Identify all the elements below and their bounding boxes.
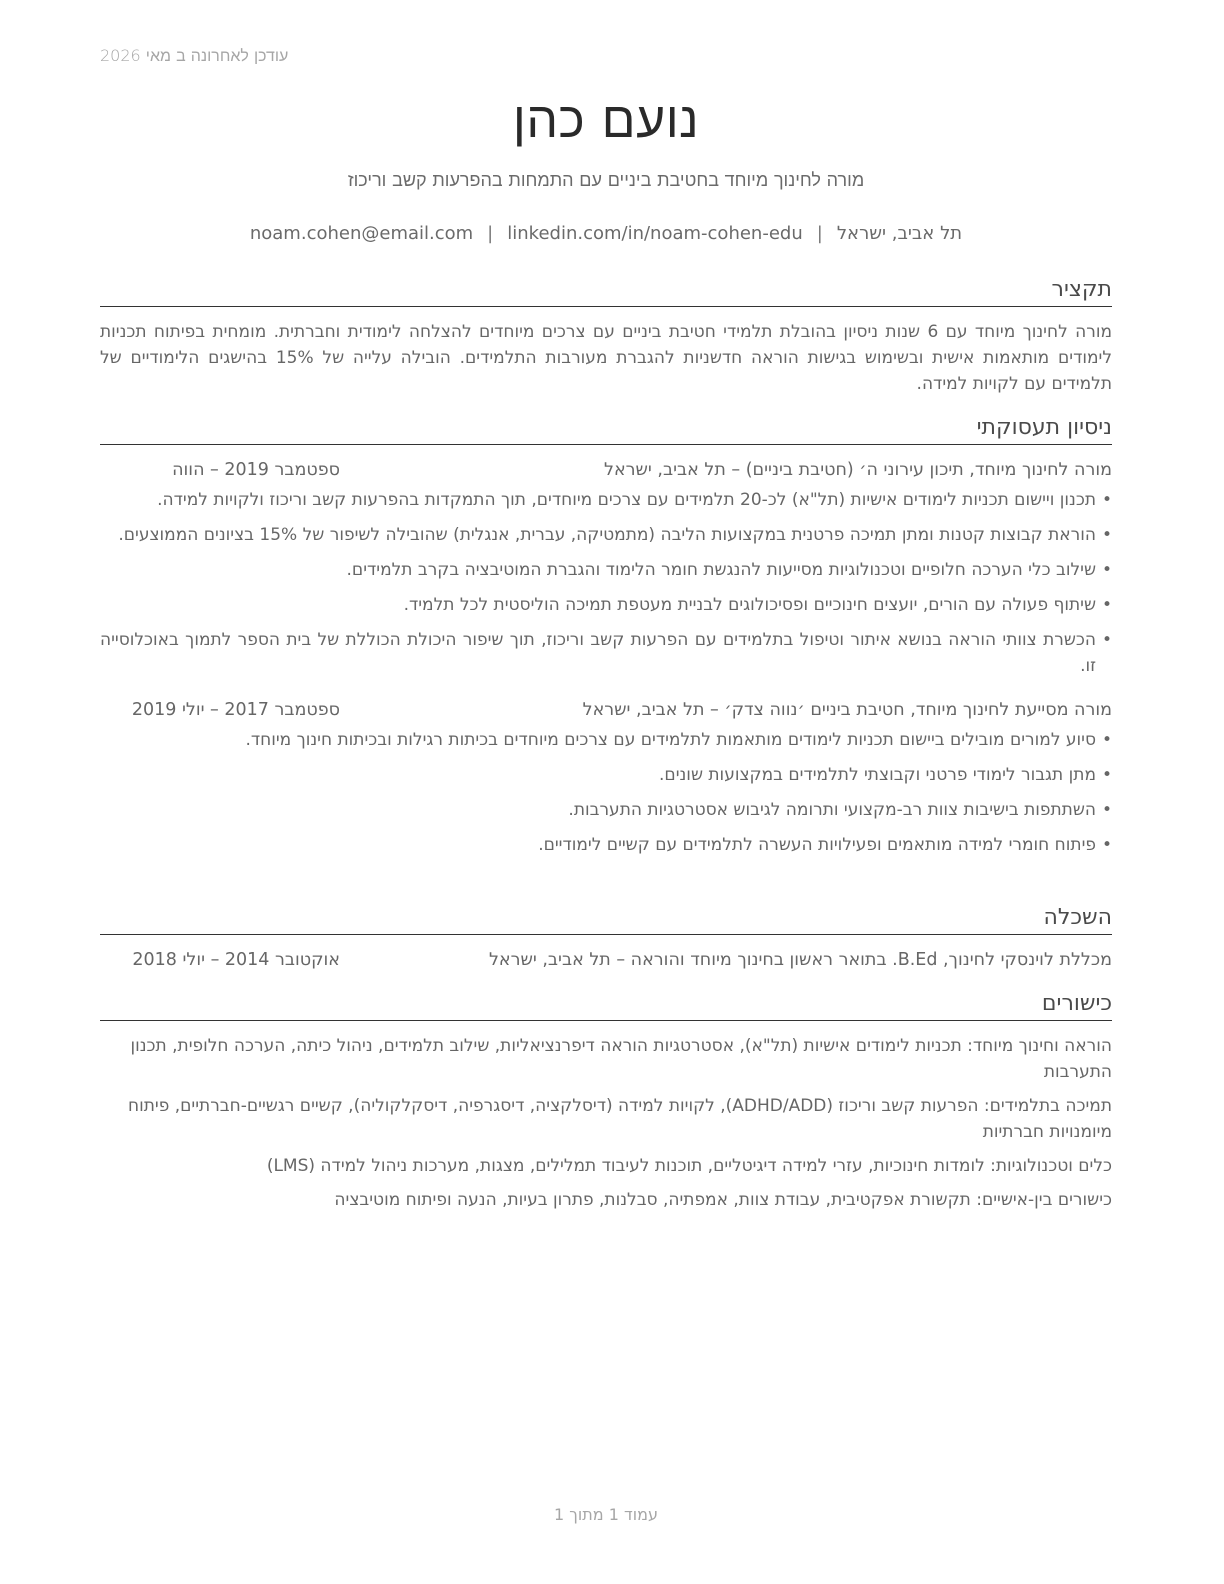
- job-role: מורה מסייעת לחינוך מיוחד, חטיבת ביניים ׳נווה צדק׳ – תל אביב, ישראל: [582, 700, 1112, 720]
- education-title: השכלה: [100, 904, 1112, 935]
- education-section: [100, 904, 1112, 973]
- job-entry: [100, 457, 1112, 679]
- job-bullet: • מתן תגבור לימודי פרטני וקבוצתי לתלמידים במקצועות שונים.: [100, 762, 1112, 788]
- education-entry: [100, 947, 1112, 973]
- page-number: עמוד 1 מתוך 1: [554, 1505, 658, 1524]
- experience-title: ניסיון תעסוקתי: [100, 414, 1112, 445]
- job-bullet: • שיתוף פעולה עם הורים, יועצים חינוכיים ופסיכולוגים לבניית מעטפת תמיכה הוליסטית לכל תלמיד.: [100, 592, 1112, 618]
- job-role: מורה לחינוך מיוחד, תיכון עירוני ה׳ (חטיבת ביניים) – תל אביב, ישראל: [604, 460, 1112, 480]
- contact-separator: |: [816, 223, 823, 244]
- job-bullet: • הוראת קבוצות קטנות ומתן תמיכה פרטנית במקצועות הליבה (מתמטיקה, עברית, אנגלית) שהובילה לשיפור של 15% בציונים הממוצעים.: [100, 522, 1112, 548]
- job-header: [100, 457, 1112, 483]
- contact-location: תל אביב, ישראל: [836, 223, 963, 244]
- education-dates: אוקטובר 2014 – יולי 2018: [132, 950, 340, 970]
- job-bullet: • סיוע למורים מובילים ביישום תכניות לימודים מותאמות לתלמידים עם צרכים מיוחדים בכיתות רגילות ובכיתות חינוך מיוחד.: [100, 727, 1112, 753]
- resume-page: [100, 0, 1112, 1584]
- skill-item: הוראה וחינוך מיוחד: תכניות לימודים אישיות (תל"א), אסטרטגיות הוראה דיפרנציאליות, שילוב תלמידים, ניהול כיתה, הערכה חלופית, תכנון התערבות: [130, 1036, 1112, 1082]
- experience-section: [100, 414, 1112, 867]
- skill-item: כלים וטכנולוגיות: לומדות חינוכיות, עזרי למידה דיגיטליים, תוכנות לעיבוד תמלילים, מצגות, מערכות ניהול למידה (LMS): [266, 1156, 1112, 1176]
- skill-item: כישורים בין-אישיים: תקשורת אפקטיבית, עבודת צוות, אמפתיה, סבלנות, פתרון בעיות, הנעה ופיתוח מוטיבציה: [334, 1190, 1112, 1210]
- candidate-subtitle: מורה לחינוך מיוחד בחטיבת ביניים עם התמחות בהפרעות קשב וריכוז: [347, 170, 865, 191]
- summary-title: תקציר: [100, 276, 1112, 307]
- skills-section: [100, 990, 1112, 1221]
- contact-separator: |: [487, 223, 494, 244]
- education-degree: מכללת לוינסקי לחינוך, B.Ed. בתואר ראשון בחינוך מיוחד והוראה – תל אביב, ישראל: [488, 950, 1112, 970]
- job-bullet: • השתתפות בישיבות צוות רב-מקצועי ותרומה לגיבוש אסטרטגיות התערבות.: [100, 797, 1112, 823]
- job-header: [100, 697, 1112, 723]
- summary-text: מורה לחינוך מיוחד עם 6 שנות ניסיון בהובלת תלמידי חטיבת ביניים עם צרכים מיוחדים להצלחה לימודית וחברתית. מומחית בפיתוח תכניות לימודים מותאמות אישית ובשימוש בגישות הוראה חדשניות להגברת מעורבות התלמידים. הובילה עלייה של 15% בהישגים הלימודיים של תלמידים עם לקויות למידה.: [100, 322, 1112, 394]
- contact-email[interactable]: noam.cohen@email.com: [249, 223, 474, 244]
- job-bullets: [100, 487, 1112, 679]
- job-bullet: • פיתוח חומרי למידה מותאמים ופעילויות העשרה לתלמידים עם קשיים לימודיים.: [100, 832, 1112, 858]
- skills-list: [100, 1033, 1112, 1213]
- job-bullet: • הכשרת צוותי הוראה בנושא איתור וטיפול בתלמידים עם הפרעות קשב וריכוז, תוך שיפור היכולת הכוללת של בית הספר לתמוך באוכלוסייה זו.: [100, 627, 1112, 679]
- job-dates: ספטמבר 2019 – הווה: [172, 460, 340, 480]
- summary-section: [100, 276, 1112, 397]
- contact-line: [100, 223, 1112, 244]
- job-bullets: [100, 727, 1112, 858]
- contact-linkedin[interactable]: linkedin.com/in/noam-cohen-edu: [507, 223, 803, 244]
- skills-title: כישורים: [100, 990, 1112, 1021]
- last-updated: עודכן לאחרונה ב מאי 2026: [100, 46, 289, 65]
- job-bullet: • תכנון ויישום תכניות לימודים אישיות (תל"א) לכ-20 תלמידים עם צרכים מיוחדים, תוך התמקדות בהפרעות קשב וריכוז ולקויות למידה.: [100, 487, 1112, 513]
- job-entry: [100, 697, 1112, 858]
- candidate-name: נועם כהן: [512, 91, 700, 149]
- skill-item: תמיכה בתלמידים: הפרעות קשב וריכוז (ADHD/ADD), לקויות למידה (דיסלקציה, דיסגרפיה, דיסקלקוליה), קשיים רגשיים-חברתיים, פיתוח מיומנויות חברתיות: [128, 1096, 1112, 1142]
- job-dates: ספטמבר 2017 – יולי 2019: [131, 700, 340, 720]
- job-bullet: • שילוב כלי הערכה חלופיים וטכנולוגיות מסייעות להנגשת חומר הלימוד והגברת המוטיבציה בקרב תלמידים.: [100, 557, 1112, 583]
